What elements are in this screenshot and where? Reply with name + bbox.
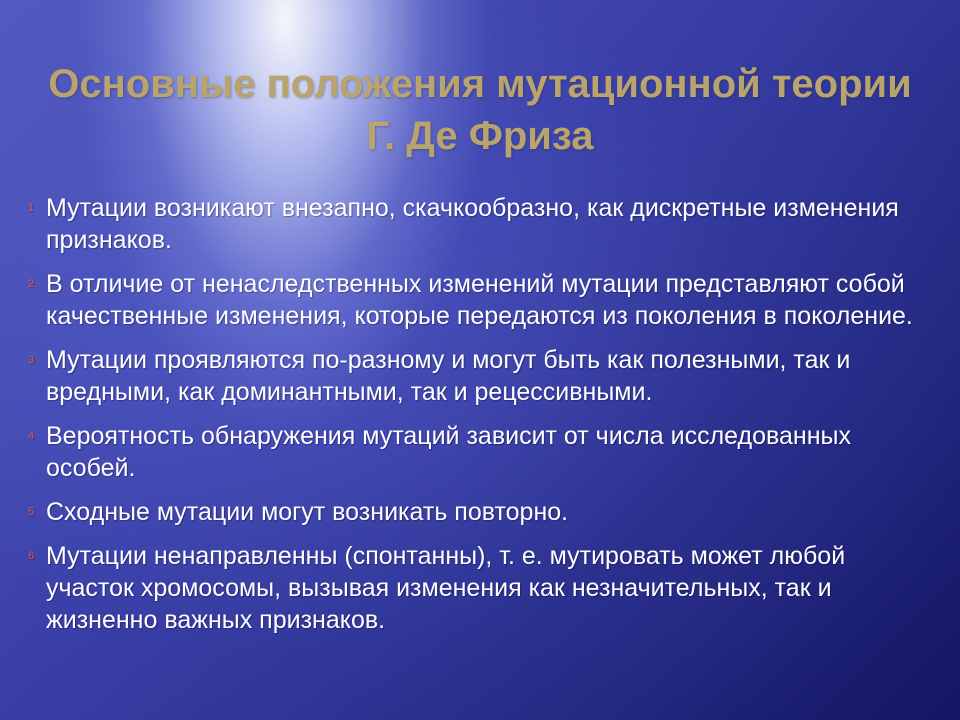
list-item-text: Мутации проявляются по-разному и могут быть как полезными, так и вредными, как доминантными, так и рецессивными. [46, 346, 851, 406]
theses-list [28, 192, 928, 648]
list-item-number: 3 [28, 354, 35, 366]
list-item-number: 6 [28, 550, 35, 562]
list-item [28, 344, 928, 408]
list-item-text: Вероятность обнаружения мутаций зависит от числа исследованных особей. [46, 422, 851, 482]
list-item-number: 1 [28, 202, 35, 214]
list-item [28, 192, 928, 256]
list-item [28, 268, 928, 332]
list-item [28, 420, 928, 484]
list-item-text: Мутации возникают внезапно, скачкообразно, как дискретные изменения признаков. [46, 194, 899, 254]
list-item-number: 5 [28, 506, 35, 518]
list-item-number: 2 [28, 278, 35, 290]
list-item [28, 540, 928, 636]
slide-title: Основные положения мутационной теории Г. Де Фриза [48, 62, 912, 158]
list-item-text: В отличие от ненаследственных изменений мутации представляют собой качественные изменения, которые передаются из поколения в поколение. [46, 270, 913, 330]
list-item-text: Мутации ненаправленны (спонтанны), т. е. мутировать может любой участок хромосомы, вызывая изменения как незначительных, так и жизненно важных признаков. [46, 542, 846, 634]
list-item [28, 496, 928, 528]
list-item-number: 4 [28, 430, 35, 442]
list-item-text: Сходные мутации могут возникать повторно. [46, 498, 569, 526]
